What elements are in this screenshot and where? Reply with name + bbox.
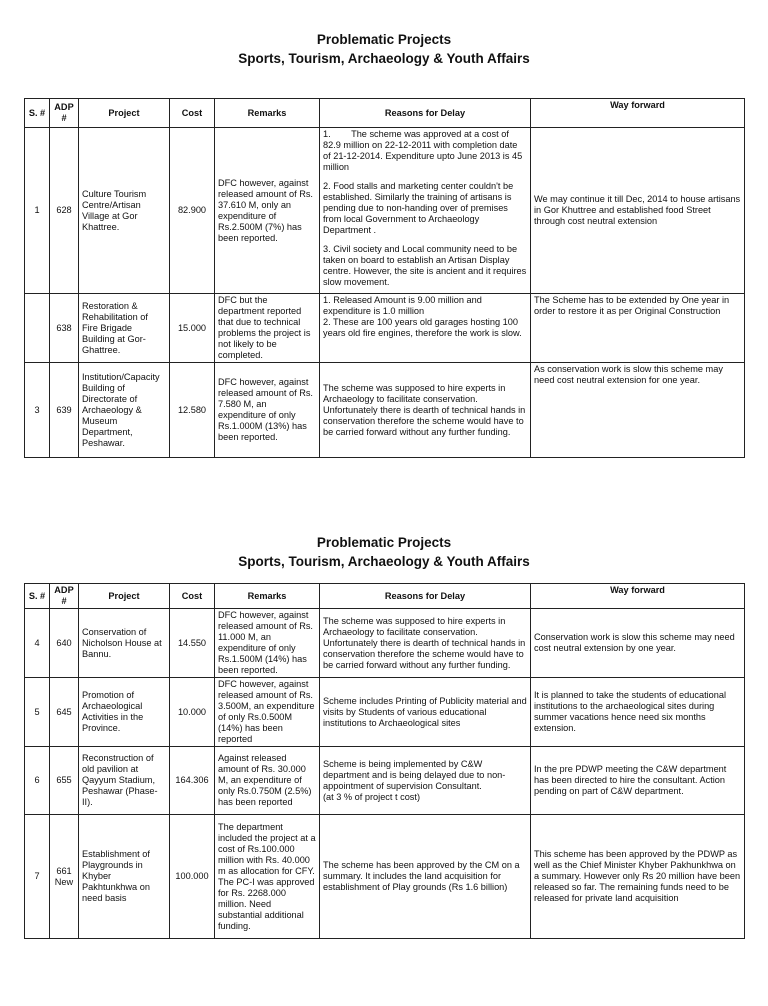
- header-adp: ADP #: [50, 584, 79, 609]
- cell-remarks: DFC however, against released amount of Rs. 37.610 M, only an expenditure of Rs.2.500M (7%) has been reported.: [215, 128, 320, 294]
- cell-adp: 655: [50, 747, 79, 815]
- header-way-forward: Way forward: [531, 99, 745, 128]
- reason-text: 1. Released Amount is 9.00 million and expenditure is 1.0 million: [323, 295, 482, 316]
- cell-way-forward: It is planned to take the students of educational institutions to the archaeological sites during summer vacations hence need six months extension.: [531, 678, 745, 747]
- reason-text: 2. These are 100 years old garages hosting 100 years old fire engines, therefore the work is slow.: [323, 317, 522, 338]
- cell-cost: 12.580: [170, 363, 215, 458]
- section-1-subtitle: Sports, Tourism, Archaeology & Youth Affairs: [238, 51, 530, 66]
- cell-adp: 639: [50, 363, 79, 458]
- cell-reasons: [320, 294, 531, 363]
- section-1-title: Problematic Projects: [316, 32, 452, 47]
- cell-cost: 82.900: [170, 128, 215, 294]
- header-remarks: Remarks: [215, 584, 320, 609]
- reason-text: 1. The scheme was approved at a cost of 82.9 million on 22-12-2011 with completion date of 21-12-2014. Expenditure upto June 2013 is 45 million: [323, 129, 523, 172]
- cell-reasons: [320, 128, 531, 294]
- cell-way-forward: Conservation work is slow this scheme may need cost neutral extension by one year.: [531, 609, 745, 678]
- cell-reasons: Scheme includes Printing of Publicity material and visits by Students of various educational institutions to Archaeological sites: [320, 678, 531, 747]
- header-reasons: Reasons for Delay: [320, 99, 531, 128]
- projects-table-1: [24, 98, 745, 458]
- cell-project: Culture Tourism Centre/Artisan Village at Gor Khattree.: [79, 128, 170, 294]
- cell-project: Establishment of Playgrounds in Khyber Pakhtunkhwa on need basis: [79, 815, 170, 939]
- cell-remarks: DFC however, against released amount of Rs. 3.500M, an expenditure of only Rs.0.500M (14%) has been reported: [215, 678, 320, 747]
- projects-table-2: [24, 583, 745, 939]
- header-cost: Cost: [170, 584, 215, 609]
- header-sno: S. #: [25, 99, 50, 128]
- adp-new-tag: New: [54, 876, 74, 887]
- cell-way-forward: In the pre PDWP meeting the C&W department has been directed to hire the consultant. Action pending on part of C&W department.: [531, 747, 745, 815]
- cell-remarks: DFC but the department reported that due to technical problems the project is not likely to be completed.: [215, 294, 320, 363]
- cell-sno: 3: [25, 363, 50, 458]
- cell-way-forward: We may continue it till Dec, 2014 to house artisans in Gor Khuttree and established food Street through cost neutral extension: [531, 128, 745, 294]
- cell-remarks: DFC however, against released amount of Rs. 7.580 M, an expenditure of only Rs.1.000M (13%) has been reported.: [215, 363, 320, 458]
- cell-reasons: The scheme was supposed to hire experts in Archaeology to facilitate conservation. Unfortunately there is dearth of technical hands in conservation therefore the scheme would have to be carried forward without any further funding.: [320, 609, 531, 678]
- cell-sno: 6: [25, 747, 50, 815]
- reason-text: Scheme is being implemented by C&W department and is being delayed due to non-appointment of supervision Consultant.: [323, 758, 506, 791]
- cell-adp: [50, 815, 79, 939]
- cell-remarks: DFC however, against released amount of Rs. 11.000 M, an expenditure of only Rs.1.500M (14%) has been reported.: [215, 609, 320, 678]
- cell-sno: 4: [25, 609, 50, 678]
- header-cost: Cost: [170, 99, 215, 128]
- cell-adp: 628: [50, 128, 79, 294]
- reason-text: 3. Civil society and Local community need to be taken on board to establish an Artisan Display centre. However, the site is ancient and it requires slow movement.: [323, 244, 527, 287]
- reason-text: (at 3 % of project t cost): [323, 791, 421, 802]
- cell-sno: [25, 294, 50, 363]
- table-row: [25, 678, 745, 747]
- table-header-row: [25, 99, 745, 128]
- cell-reasons: [320, 747, 531, 815]
- cell-cost: 100.000: [170, 815, 215, 939]
- cell-reasons: The scheme was supposed to hire experts in Archaeology to facilitate conservation. Unfortunately there is dearth of technical hands in conservation therefore the scheme would have to be carried forward without any further funding.: [320, 363, 531, 458]
- cell-sno: 7: [25, 815, 50, 939]
- cell-project: Reconstruction of old pavilion at Qayyum Stadium, Peshawar (Phase-II).: [79, 747, 170, 815]
- header-project: Project: [79, 584, 170, 609]
- cell-cost: 10.000: [170, 678, 215, 747]
- table-row: [25, 294, 745, 363]
- header-remarks: Remarks: [215, 99, 320, 128]
- header-project: Project: [79, 99, 170, 128]
- cell-sno: 5: [25, 678, 50, 747]
- header-sno: S. #: [25, 584, 50, 609]
- cell-project: Restoration & Rehabilitation of Fire Brigade Building at Gor-Ghattree.: [79, 294, 170, 363]
- cell-adp: 638: [50, 294, 79, 363]
- cell-way-forward: This scheme has been approved by the PDWP as well as the Chief Minister Khyber Pakhunkhwa on a summary. However only Rs 20 million have been released so far. The remaining funds need to be released for private land acquisition: [531, 815, 745, 939]
- cell-adp: 640: [50, 609, 79, 678]
- cell-project: Institution/Capacity Building of Directorate of Archaeology & Museum Department, Peshawar.: [79, 363, 170, 458]
- header-adp: ADP #: [50, 99, 79, 128]
- cell-project: Promotion of Archaeological Activities in the Province.: [79, 678, 170, 747]
- cell-reasons: The scheme has been approved by the CM on a summary. It includes the land acquisition for establishment of Play grounds (Rs 1.6 billion): [320, 815, 531, 939]
- header-way-forward: Way forward: [531, 584, 745, 609]
- adp-number: 661: [56, 865, 72, 876]
- table-row: [25, 128, 745, 294]
- table-header-row: [25, 584, 745, 609]
- cell-project: Conservation of Nicholson House at Bannu.: [79, 609, 170, 678]
- section-2-subtitle: Sports, Tourism, Archaeology & Youth Affairs: [238, 554, 530, 569]
- cell-cost: 164.306: [170, 747, 215, 815]
- cell-remarks: Against released amount of Rs. 30.000 M, an expenditure of only Rs.0.750M (2.5%) has been reported: [215, 747, 320, 815]
- cell-cost: 15.000: [170, 294, 215, 363]
- section-2: [0, 533, 768, 571]
- table-row: [25, 747, 745, 815]
- table-row: [25, 815, 745, 939]
- cell-way-forward: As conservation work is slow this scheme may need cost neutral extension for one year.: [531, 363, 745, 458]
- cell-remarks: The department included the project at a cost of Rs.100.000 million with Rs. 40.000 m as allocation for CFY. The PC-I was approved for Rs. 2268.000 million. Need substantial additional funding.: [215, 815, 320, 939]
- section-1: [0, 30, 768, 68]
- cell-cost: 14.550: [170, 609, 215, 678]
- header-reasons: Reasons for Delay: [320, 584, 531, 609]
- table-row: [25, 363, 745, 458]
- cell-way-forward: The Scheme has to be extended by One year in order to restore it as per Original Construction: [531, 294, 745, 363]
- cell-adp: 645: [50, 678, 79, 747]
- section-2-title: Problematic Projects: [316, 535, 452, 550]
- cell-sno: 1: [25, 128, 50, 294]
- reason-text: 2. Food stalls and marketing center couldn't be established. Similarly the training of artisans is pending due to non-handing over of premises from local Government to Archaeology Department .: [323, 181, 514, 235]
- table-row: [25, 609, 745, 678]
